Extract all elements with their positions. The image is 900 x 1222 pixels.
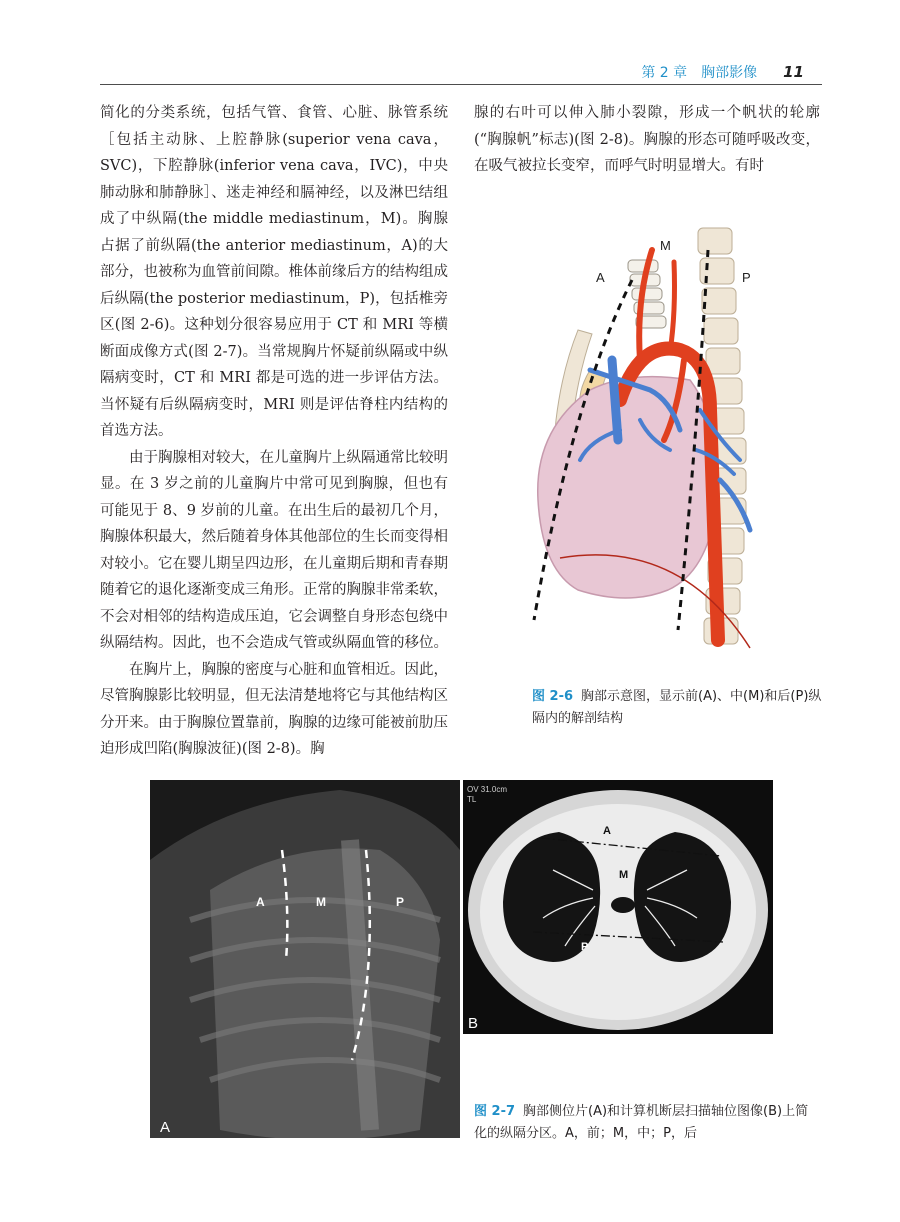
caption-text: 胸部示意图，显示前(A)、中(M)和后(P)纵隔内的解剖结构 (532, 689, 822, 726)
label-posterior: P (581, 941, 589, 953)
caption-text: 胸部侧位片(A)和计算机断层扫描轴位图像(B)上简化的纵隔分区。A，前；M，中；P，后 (474, 1104, 809, 1141)
label-posterior: P (396, 895, 405, 909)
label-anterior: A (596, 270, 605, 285)
paragraph: 在胸片上，胸腺的密度与心脏和血管相近。因此，尽管胸腺影比较明显，但无法清楚地将它与其他结构区分开来。由于胸腺位置靠前，胸腺的边缘可能被前肋压迫形成凹陷(胸腺波征)(图 2-8)。胸 (100, 661, 448, 757)
running-header (641, 62, 804, 82)
paragraph: 腺的右叶可以伸入肺小裂隙，形成一个帆状的轮廓(“胸腺帆”标志)(图 2-8)。胸腺的形态可随呼吸改变，在吸气被拉长变窄，而呼气时明显增大。有时 (474, 105, 820, 174)
figure-2-7a-radiograph (150, 780, 460, 1138)
label-middle: M (619, 869, 629, 881)
label-middle: M (660, 238, 671, 253)
header-rule (100, 84, 822, 85)
figure-2-7b-ct-image (463, 780, 773, 1034)
ct-corner-text-2: TL (467, 795, 477, 804)
left-text-column (100, 100, 448, 763)
label-anterior: A (256, 895, 265, 909)
label-posterior: P (742, 270, 751, 285)
panel-label-b: B (468, 1015, 479, 1032)
chapter-title: 第 2 章 胸部影像 (641, 65, 758, 81)
figure-2-7-caption (474, 1101, 814, 1145)
page-number: 11 (783, 63, 804, 81)
caption-label: 图 2-6 (532, 689, 574, 704)
ct-corner-text: OV 31.0cm (467, 785, 508, 794)
figure-2-6-illustration (520, 220, 820, 660)
panel-label-a: A (160, 1119, 171, 1136)
figure-2-6-caption (532, 686, 822, 730)
right-text-column (474, 100, 820, 180)
label-middle: M (316, 895, 326, 909)
label-anterior: A (603, 825, 611, 837)
paragraph: 简化的分类系统，包括气管、食管、心脏、脉管系统［包括主动脉、上腔静脉(superior vena cava，SVC)，下腔静脉(inferior vena cava，IVC)，中央肺动脉和肺静脉］、迷走神经和膈神经，以及淋巴结组成了中纵隔(the middle mediastinum，M)。胸腺占据了前纵隔(the anterior mediastinum，A)的大部分，也被称为血管前间隙。椎体前缘后方的结构组成后纵隔(the posterior mediastinum，P)，包括椎旁区(图 2-6)。这种划分很容易应用于 CT 和 MRI 等横断面成像方式(图 2-7)。当常规胸片怀疑前纵隔或中纵隔病变时，CT 和 MRI 都是可选的进一步评估方法。当怀疑有后纵隔病变时，MRI 则是评估脊柱内结构的首选方法。 (100, 105, 448, 439)
caption-label: 图 2-7 (474, 1104, 516, 1119)
paragraph: 由于胸腺相对较大，在儿童胸片上纵隔通常比较明显。在 3 岁之前的儿童胸片中常可见到胸腺，但也有可能见于 8、9 岁前的儿童。在出生后的最初几个月，胸腺体积最大，然后随着身体其他部位的生长而变得相对较小。它在婴儿期呈四边形，在儿童期后期和青春期随着它的退化逐渐变成三角形。正常的胸腺非常柔软，不会对相邻的结构造成压迫，它会调整自身形态包绕中纵隔结构。因此，也不会造成气管或纵隔血管的移位。 (100, 449, 448, 651)
